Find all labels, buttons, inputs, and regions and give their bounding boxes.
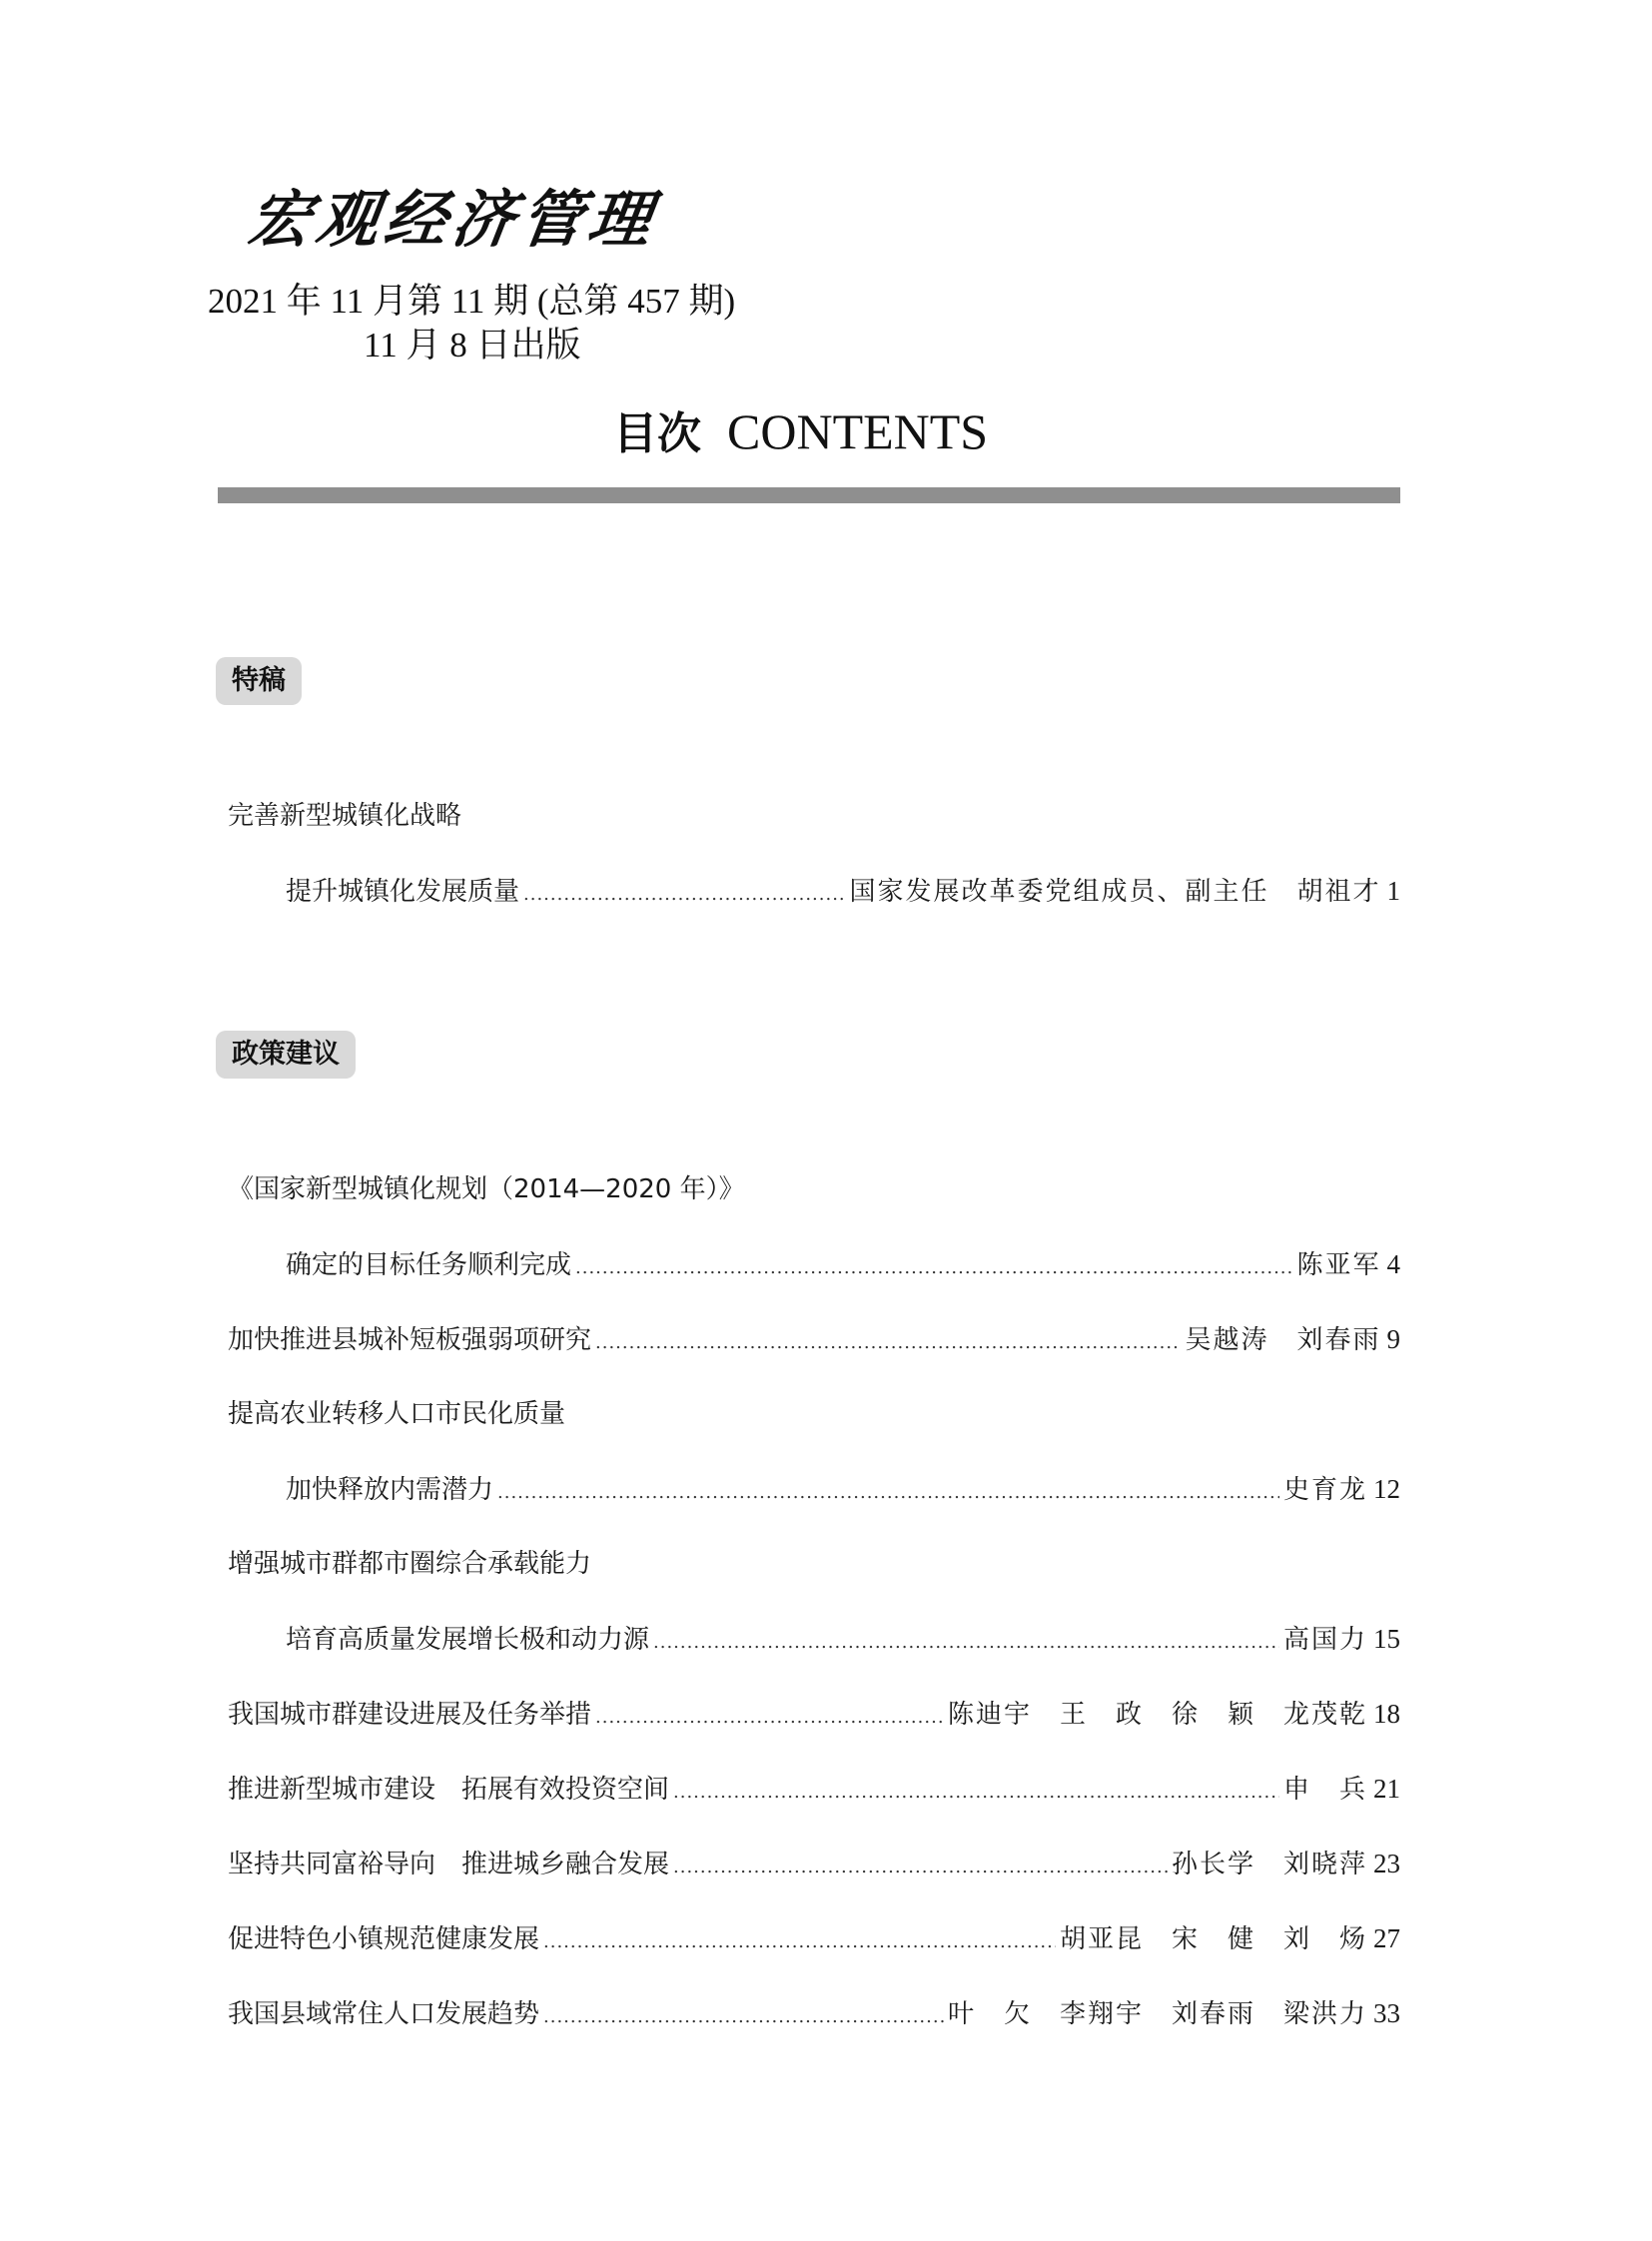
toc-entry-page: 12 <box>1373 1474 1400 1504</box>
toc-entry-page: 18 <box>1373 1699 1400 1729</box>
toc-entry[interactable] <box>228 1844 1400 1883</box>
leader-dots <box>523 879 845 911</box>
header-rule <box>218 487 1400 503</box>
toc-entry-author: 胡亚昆 宋 健 刘 炀 <box>1059 1924 1367 1954</box>
toc-entry-title: 推进新型城市建设 拓展有效投资空间 <box>228 1775 670 1805</box>
issue-info: 2021 年 11 月第 11 期 (总第 457 期) <box>208 282 736 321</box>
journal-masthead: 宏观经济管理 <box>244 183 662 256</box>
toc-entry-title: 坚持共同富裕导向 推进城乡融合发展 <box>228 1850 670 1879</box>
toc-entry-title: 《国家新型城镇化规划（2014—2020 年）》 <box>228 1174 745 1204</box>
section-tag-policy: 政策建议 <box>216 1031 356 1079</box>
contents-heading-zh: 目次 <box>613 408 701 459</box>
leader-dots <box>497 1477 1279 1509</box>
toc-entry[interactable] <box>228 1918 1400 1958</box>
toc-entry[interactable] <box>228 1769 1400 1809</box>
contents-heading-en: CONTENTS <box>727 403 989 459</box>
toc-entry-author: 陈亚军 <box>1296 1250 1381 1280</box>
toc-entry-page: 21 <box>1373 1774 1400 1804</box>
toc-entry-title: 增强城市群都市圈综合承载能力 <box>228 1549 592 1579</box>
section-tag-special: 特稿 <box>216 657 302 705</box>
toc-entry[interactable] <box>228 1993 1400 2033</box>
toc-entry-page: 1 <box>1386 876 1400 906</box>
toc-entry-author: 叶 欠 李翔宇 刘春雨 梁洪力 <box>947 1999 1367 2029</box>
toc-entry[interactable] <box>228 796 1400 836</box>
toc-entry[interactable] <box>286 1619 1400 1659</box>
toc-entry-title: 加快推进县城补短板强弱项研究 <box>228 1325 592 1355</box>
toc-entry-title: 加快释放内需潜力 <box>286 1475 494 1505</box>
leader-dots <box>595 1702 944 1734</box>
toc-entry-author: 史育龙 <box>1282 1475 1367 1505</box>
toc-entry-author: 孙长学 刘晓萍 <box>1171 1850 1367 1879</box>
toc-entry-title: 培育高质量发展增长极和动力源 <box>286 1625 650 1655</box>
toc-entry-title: 确定的目标任务顺利完成 <box>286 1250 572 1280</box>
toc-entry-author: 国家发展改革委党组成员、副主任 胡祖才 <box>849 877 1381 907</box>
toc-entry-title: 提高农业转移人口市民化质量 <box>228 1399 566 1429</box>
toc-entry-title: 促进特色小镇规范健康发展 <box>228 1924 540 1954</box>
toc-entry-page: 9 <box>1386 1324 1400 1354</box>
toc-entry-title: 提升城镇化发展质量 <box>286 877 520 907</box>
toc-entry-page: 33 <box>1373 1998 1400 2028</box>
toc-entry-author: 高国力 <box>1282 1625 1367 1655</box>
toc-entry-page: 23 <box>1373 1849 1400 1878</box>
toc-entry[interactable] <box>228 1394 1400 1434</box>
toc-entry[interactable] <box>286 1469 1400 1509</box>
toc-entry[interactable] <box>286 871 1400 911</box>
toc-entry[interactable] <box>228 1319 1400 1359</box>
toc-entry-author: 申 兵 <box>1282 1775 1367 1805</box>
leader-dots <box>595 1327 1181 1359</box>
toc-entry-author: 陈迪宇 王 政 徐 颖 龙茂乾 <box>947 1700 1367 1730</box>
toc-entry-author: 吴越涛 刘春雨 <box>1185 1325 1381 1355</box>
toc-entry[interactable] <box>228 1169 1400 1209</box>
toc-entry-title: 完善新型城镇化战略 <box>228 801 462 831</box>
leader-dots <box>653 1627 1279 1659</box>
leader-dots <box>673 1852 1168 1883</box>
contents-heading <box>613 397 988 461</box>
toc-entry-page: 27 <box>1373 1923 1400 1953</box>
toc-entry-title: 我国城市群建设进展及任务举措 <box>228 1700 592 1730</box>
publish-date: 11 月 8 日出版 <box>364 326 581 365</box>
leader-dots <box>543 1926 1056 1958</box>
toc-entry[interactable] <box>228 1544 1400 1584</box>
leader-dots <box>543 2001 944 2033</box>
toc-entry-title: 我国县域常住人口发展趋势 <box>228 1999 540 2029</box>
leader-dots <box>673 1777 1279 1809</box>
leader-dots <box>575 1252 1292 1284</box>
toc-entry[interactable] <box>286 1244 1400 1284</box>
toc-entry-page: 15 <box>1373 1624 1400 1654</box>
toc-entry-page: 4 <box>1386 1249 1400 1279</box>
toc-entry[interactable] <box>228 1694 1400 1734</box>
